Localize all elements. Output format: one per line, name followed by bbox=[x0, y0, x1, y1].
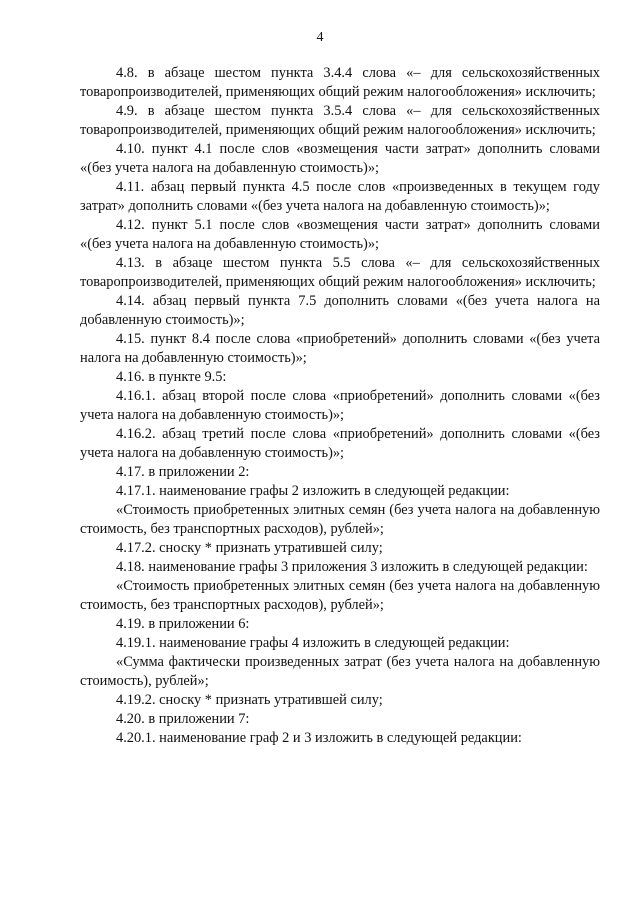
paragraph-4-14: 4.14. абзац первый пункта 7.5 дополнить словами «(без учета налога на добавленную стоимость)»; bbox=[80, 293, 600, 328]
paragraph-4-12: 4.12. пункт 5.1 после слов «возмещения части затрат» дополнить словами «(без учета налога на добавленную стоимость)»; bbox=[80, 217, 600, 252]
paragraph-4-16-1: 4.16.1. абзац второй после слова «приобретений» дополнить словами «(без учета налога на добавленную стоимость)»; bbox=[80, 388, 600, 423]
paragraph-4-18: 4.18. наименование графы 3 приложения 3 изложить в следующей редакции: bbox=[116, 559, 588, 575]
paragraph-4-15: 4.15. пункт 8.4 после слова «приобретений» дополнить словами «(без учета налога на добавленную стоимость)»; bbox=[80, 331, 600, 366]
paragraph-quote-graph-3: «Стоимость приобретенных элитных семян (без учета налога на добавленную стоимость, без транспортных расходов), рублей»; bbox=[80, 578, 600, 613]
paragraph-4-10: 4.10. пункт 4.1 после слов «возмещения части затрат» дополнить словами «(без учета налога на добавленную стоимость)»; bbox=[80, 141, 600, 176]
paragraph-4-20: 4.20. в приложении 7: bbox=[116, 711, 250, 727]
document-body bbox=[80, 64, 600, 748]
paragraph-4-16: 4.16. в пункте 9.5: bbox=[116, 369, 227, 385]
paragraph-4-13: 4.13. в абзаце шестом пункта 5.5 слова «– для сельскохозяйственных товаропроизводителей, применяющих общий режим налогообложения» исключить; bbox=[80, 255, 600, 290]
paragraph-4-8: 4.8. в абзаце шестом пункта 3.4.4 слова «– для сельскохозяйственных товаропроизводителей, применяющих общий режим налогообложения» исключить; bbox=[80, 65, 600, 100]
paragraph-quote-graph-2: «Стоимость приобретенных элитных семян (без учета налога на добавленную стоимость, без транспортных расходов), рублей»; bbox=[80, 502, 600, 537]
paragraph-4-16-2: 4.16.2. абзац третий после слова «приобретений» дополнить словами «(без учета налога на добавленную стоимость)»; bbox=[80, 426, 600, 461]
paragraph-4-9: 4.9. в абзаце шестом пункта 3.5.4 слова «– для сельскохозяйственных товаропроизводителей, применяющих общий режим налогообложения» исключить; bbox=[80, 103, 600, 138]
paragraph-4-17: 4.17. в приложении 2: bbox=[116, 464, 250, 480]
page-number: 4 bbox=[316, 30, 324, 45]
paragraph-4-19: 4.19. в приложении 6: bbox=[116, 616, 250, 632]
paragraph-4-11: 4.11. абзац первый пункта 4.5 после слов «произведенных в текущем году затрат» дополнить словами «(без учета налога на добавленную стоимость)»; bbox=[80, 179, 600, 214]
paragraph-4-17-2: 4.17.2. сноску * признать утратившей силу; bbox=[116, 540, 383, 556]
paragraph-4-20-1: 4.20.1. наименование граф 2 и 3 изложить в следующей редакции: bbox=[116, 730, 522, 746]
paragraph-4-19-1: 4.19.1. наименование графы 4 изложить в следующей редакции: bbox=[116, 635, 510, 651]
paragraph-4-19-2: 4.19.2. сноску * признать утратившей силу; bbox=[116, 692, 383, 708]
paragraph-4-17-1: 4.17.1. наименование графы 2 изложить в следующей редакции: bbox=[116, 483, 510, 499]
paragraph-quote-graph-4: «Сумма фактически произведенных затрат (без учета налога на добавленную стоимость), рублей»; bbox=[80, 654, 600, 689]
